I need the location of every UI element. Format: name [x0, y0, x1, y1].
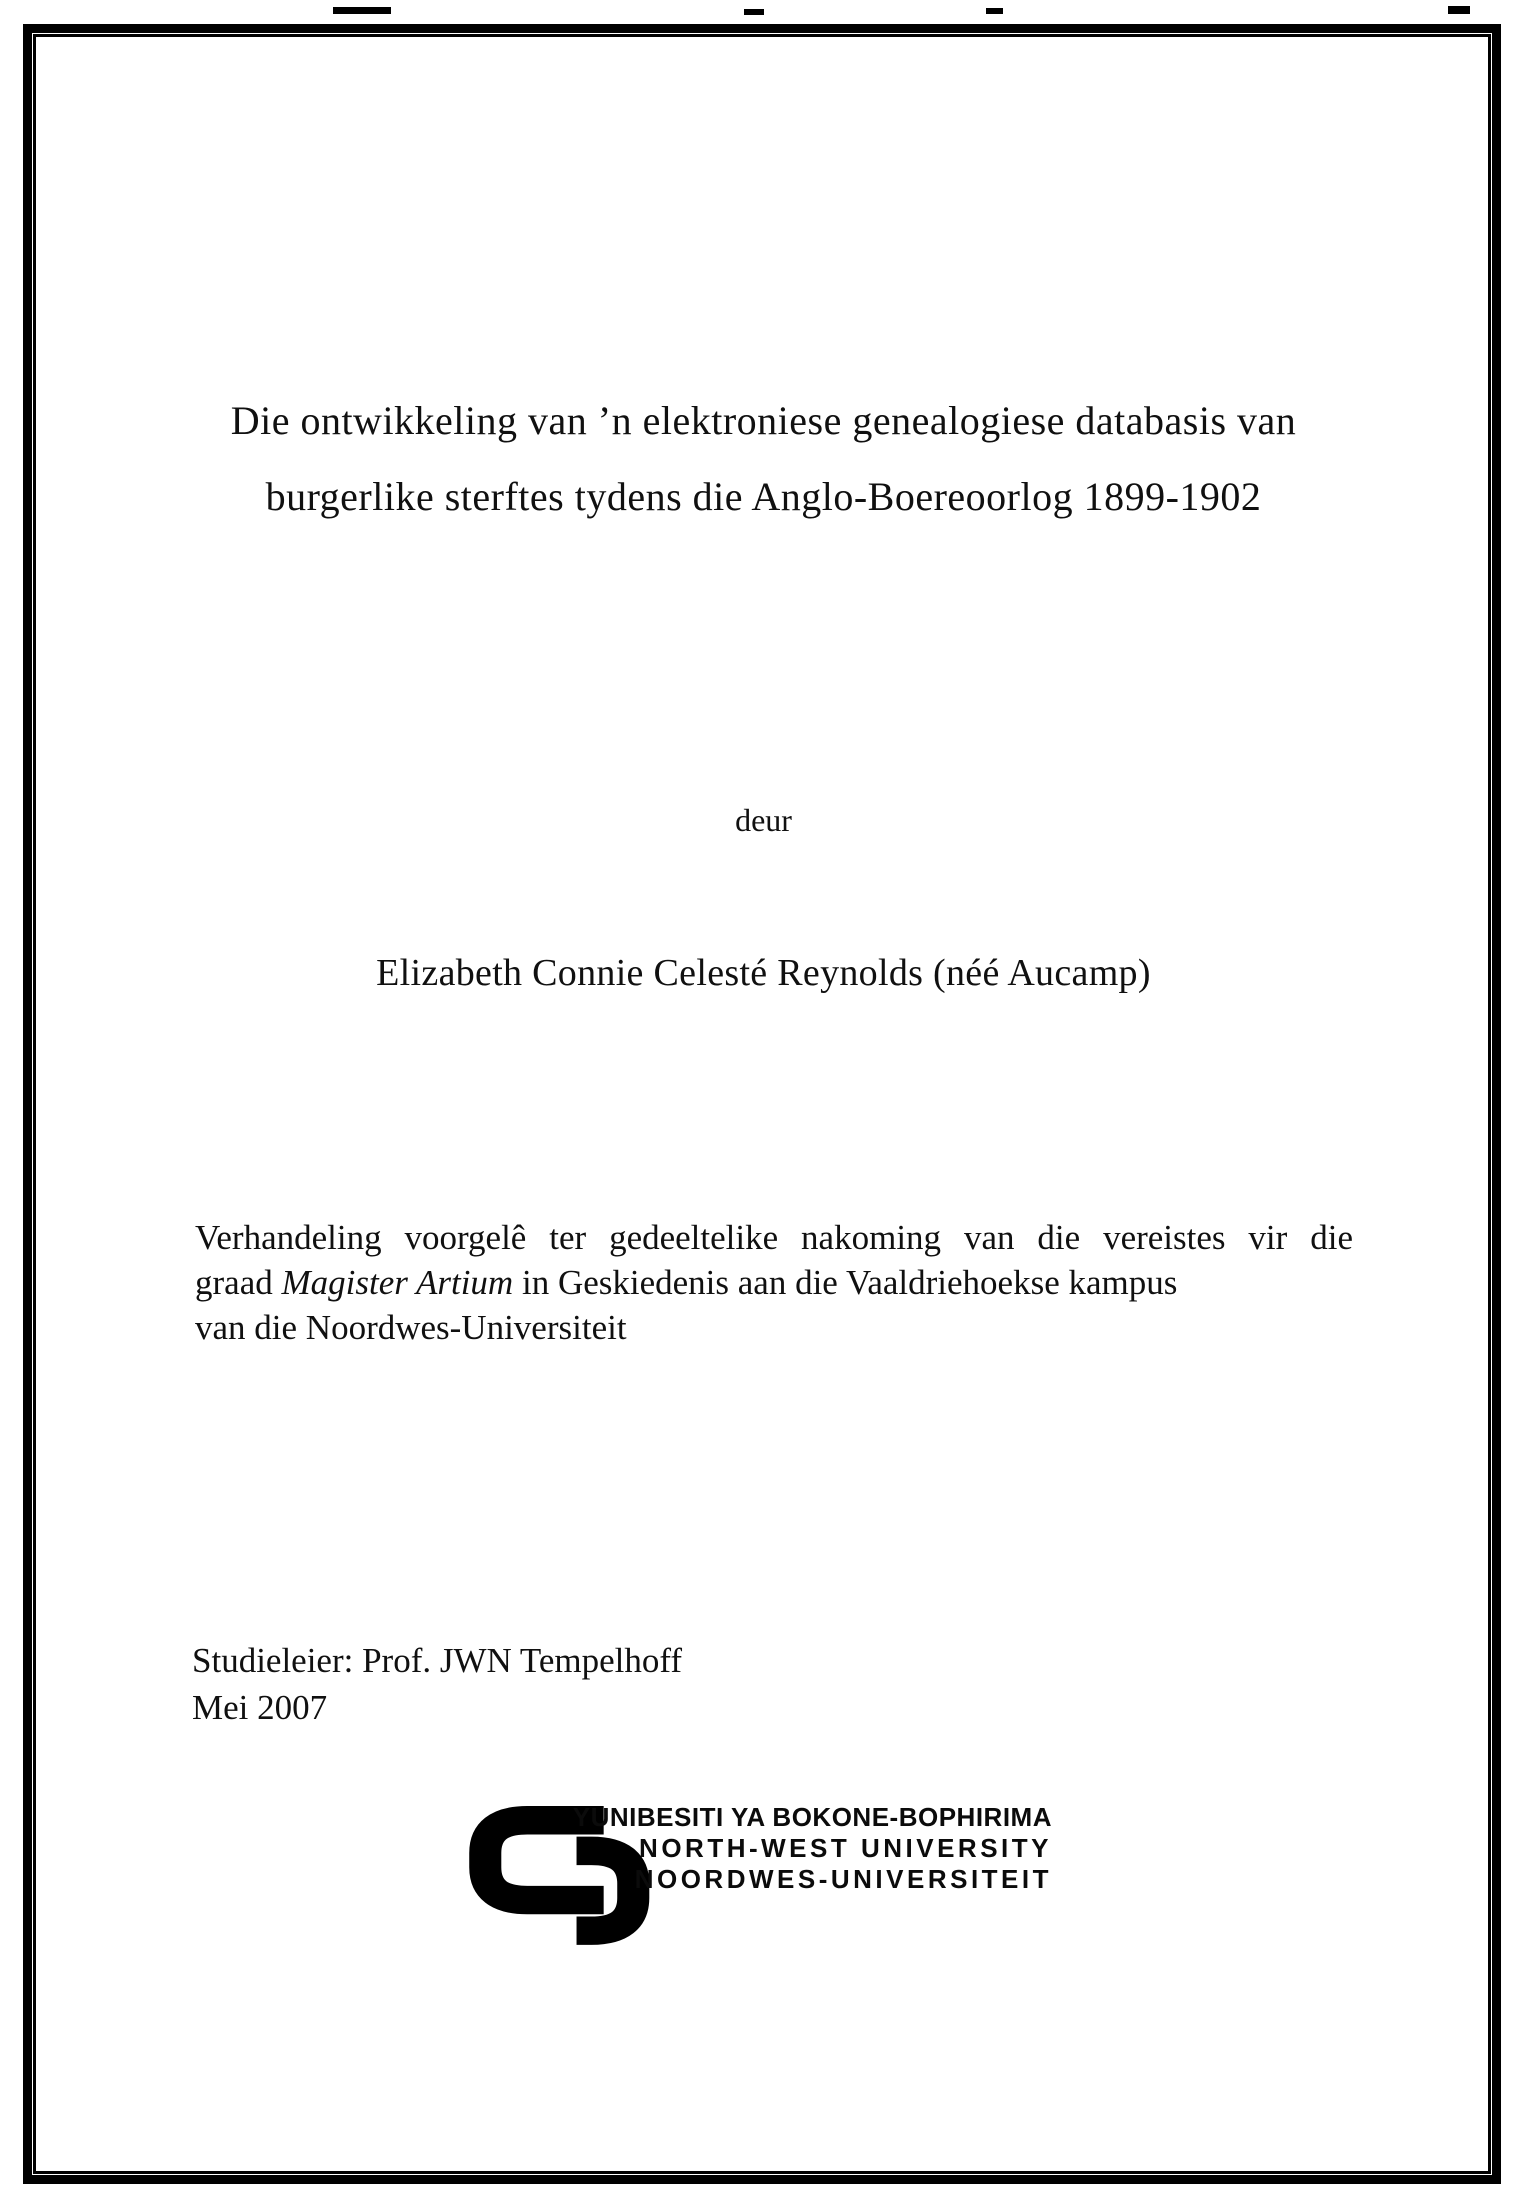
supervisor-block [192, 1637, 682, 1731]
scan-artifact [986, 8, 1003, 14]
byline-deur: deur [735, 802, 792, 838]
scan-artifact [333, 7, 391, 14]
thesis-statement-line2 [195, 1260, 1353, 1305]
statement-line2-pre: graad [195, 1263, 282, 1302]
date-line: Mei 2007 [192, 1688, 328, 1727]
logo-line-setswana: YUNIBESITI YA BOKONE-BOPHIRIMA [572, 1802, 1052, 1832]
degree-name-italic: Magister Artium [281, 1263, 514, 1302]
thesis-statement [195, 1215, 1353, 1350]
author-name: Elizabeth Connie Celesté Reynolds (néé Aucamp) [376, 952, 1151, 994]
scan-artifact [1448, 6, 1470, 14]
nwu-logo-wordmark [573, 1802, 1052, 1895]
thesis-statement-line1: Verhandeling voorgelê ter gedeeltelike nakoming van die vereistes vir die [195, 1218, 1353, 1257]
thesis-title-line2: burgerlike sterftes tydens die Anglo-Boereoorlog 1899-1902 [265, 474, 1262, 519]
logo-line-english: NORTH-WEST UNIVERSITY [639, 1833, 1052, 1863]
statement-line2-post: in Geskiedenis aan die Vaaldriehoekse kampus [513, 1263, 1178, 1302]
logo-line-afrikaans: NOORDWES-UNIVERSITEIT [634, 1864, 1052, 1894]
supervisor-line: Studieleier: Prof. JWN Tempelhoff [192, 1641, 683, 1680]
thesis-statement-line3: van die Noordwes-Universiteit [195, 1308, 627, 1347]
scan-artifact [744, 9, 764, 15]
thesis-title-line1: Die ontwikkeling van ’n elektroniese genealogiese databasis van [230, 398, 1297, 443]
thesis-title [70, 383, 1457, 535]
